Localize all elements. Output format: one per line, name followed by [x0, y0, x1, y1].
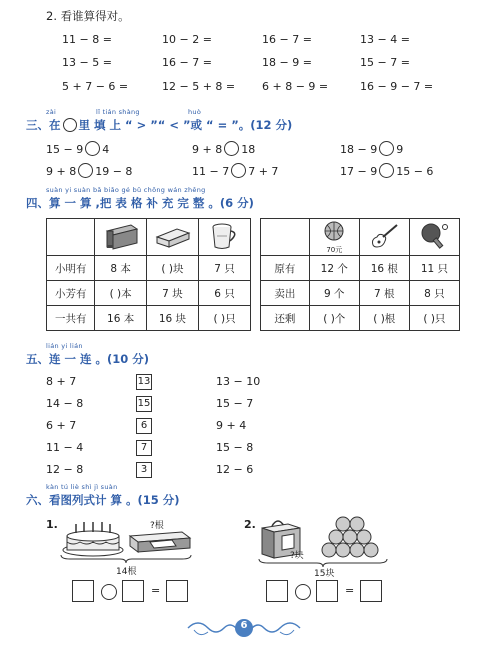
page-number: 6 — [240, 620, 248, 631]
table-cell: 9 个 — [309, 281, 359, 306]
table-cell: 16 根 — [359, 256, 409, 281]
p1-answer-box-1[interactable] — [72, 580, 94, 602]
match-left-expression[interactable]: 8 + 7 — [46, 375, 77, 388]
match-left-expression[interactable]: 6 + 7 — [46, 419, 77, 432]
q2-expression: 5 + 7 − 6 = — [62, 80, 129, 93]
match-number-box[interactable]: 3 — [136, 462, 152, 478]
left-table — [46, 218, 251, 331]
p2-equals: = — [345, 584, 355, 597]
compare-circle[interactable] — [231, 163, 246, 178]
match-left-expression[interactable]: 11 − 4 — [46, 441, 84, 454]
table-row — [261, 306, 460, 331]
p2-operator-circle[interactable] — [295, 584, 311, 600]
table-cell: 12 个 — [309, 256, 359, 281]
table-row — [47, 281, 251, 306]
p1-answer-box-2[interactable] — [122, 580, 144, 602]
table-cell[interactable]: ( )根 — [359, 306, 409, 331]
p1-answer-box-3[interactable] — [166, 580, 188, 602]
row-header: 一共有 — [47, 306, 95, 331]
eraser-icon — [146, 219, 198, 256]
compare-right: 18 — [241, 143, 256, 156]
match-right-expression[interactable]: 9 + 4 — [216, 419, 247, 432]
p2-answer-box-2[interactable] — [316, 580, 338, 602]
compare-right: 19 − 8 — [95, 165, 133, 178]
table-cell: 6 只 — [199, 281, 251, 306]
match-number-box[interactable]: 15 — [136, 396, 152, 412]
match-right-expression[interactable]: 15 − 7 — [216, 397, 254, 410]
q2-expression: 16 − 9 − 7 = — [360, 80, 434, 93]
s3-pinyin-zai: zài — [46, 108, 57, 116]
table-cell: 8 只 — [409, 281, 459, 306]
q2-expression: 6 + 8 − 9 = — [262, 80, 329, 93]
table-cell[interactable]: ( )本 — [95, 281, 146, 306]
p2-unknown: ?块 — [290, 551, 304, 561]
match-right-expression[interactable]: 12 − 6 — [216, 463, 254, 476]
compare-item — [46, 141, 109, 156]
compare-item — [192, 141, 255, 156]
compare-circle[interactable] — [85, 141, 100, 156]
table-cell: 8 本 — [95, 256, 146, 281]
table-row — [261, 281, 460, 306]
q2-expression: 16 − 7 = — [162, 56, 212, 69]
table-cell: 7 根 — [359, 281, 409, 306]
row-header: 还剩 — [261, 306, 310, 331]
s3-pinyin-li: lǐ tián shàng — [96, 108, 140, 116]
book-icon — [95, 219, 146, 256]
compare-item — [340, 163, 433, 178]
match-number-box[interactable]: 13 — [136, 374, 152, 390]
table-cell[interactable]: ( )只 — [199, 306, 251, 331]
match-number-box[interactable]: 6 — [136, 418, 152, 434]
compare-circle[interactable] — [379, 141, 394, 156]
compare-left: 17 − 9 — [340, 165, 378, 178]
p1-unknown: ?根 — [150, 521, 164, 531]
s3-title-a: 三、在 — [26, 118, 61, 132]
row-header: 小明有 — [47, 256, 95, 281]
table-row — [47, 306, 251, 331]
row-header: 卖出 — [261, 281, 310, 306]
match-right-expression[interactable]: 13 − 10 — [216, 375, 261, 388]
q2-title: 2. 看谁算得对。 — [46, 9, 130, 23]
p1-total: 14根 — [116, 567, 137, 577]
q2-expression: 13 − 4 = — [360, 33, 410, 46]
compare-left: 11 − 7 — [192, 165, 230, 178]
table-cell: 11 只 — [409, 256, 459, 281]
compare-left: 9 + 8 — [192, 143, 223, 156]
table-cell[interactable]: ( )个 — [309, 306, 359, 331]
table-cell[interactable]: ( )块 — [146, 256, 198, 281]
compare-circle[interactable] — [78, 163, 93, 178]
compare-left: 18 − 9 — [340, 143, 378, 156]
q2-expression: 18 − 9 = — [262, 56, 312, 69]
compare-circle[interactable] — [379, 163, 394, 178]
q2-expression: 16 − 7 = — [262, 33, 312, 46]
p1-brace — [60, 554, 192, 564]
right-table — [260, 218, 460, 331]
s5-title: 五、连 一 连 。(10 分) — [26, 352, 150, 366]
table-cell: 16 本 — [95, 306, 146, 331]
s4-title: 四、算 一 算 ,把 表 格 补 充 完 整 。(6 分) — [26, 196, 254, 210]
p2-answer-box-3[interactable] — [360, 580, 382, 602]
compare-right: 9 — [396, 143, 404, 156]
q2-expression: 15 − 7 = — [360, 56, 410, 69]
match-left-expression[interactable]: 12 − 8 — [46, 463, 84, 476]
p1-number: 1. — [46, 518, 58, 531]
row-header: 原有 — [261, 256, 310, 281]
table-row — [47, 256, 251, 281]
q2-expression: 12 − 5 + 8 = — [162, 80, 236, 93]
row-header: 小芳有 — [47, 281, 95, 306]
cup-icon — [199, 219, 251, 256]
match-number-box[interactable]: 7 — [136, 440, 152, 456]
p1-operator-circle[interactable] — [101, 584, 117, 600]
pingpong-paddle-icon — [409, 219, 459, 256]
basketball-icon — [309, 219, 359, 256]
compare-right: 7 + 7 — [248, 165, 279, 178]
s3-title-b: 里 填 上 “ > ”“ < ”或 “ = ”。(12 分) — [78, 118, 293, 132]
compare-item — [192, 163, 278, 178]
table-row — [261, 256, 460, 281]
match-right-expression[interactable]: 15 − 8 — [216, 441, 254, 454]
left-table-corner — [47, 219, 95, 256]
q2-expression: 10 − 2 = — [162, 33, 212, 46]
compare-left: 15 − 9 — [46, 143, 84, 156]
s6-title: 六、看图列式计 算 。(15 分) — [26, 493, 180, 507]
balls-pile-icon — [314, 516, 386, 562]
compare-circle[interactable] — [224, 141, 239, 156]
compare-right: 15 − 6 — [396, 165, 434, 178]
compare-left: 9 + 8 — [46, 165, 77, 178]
p1-equals: = — [151, 584, 161, 597]
candle-box-icon — [128, 530, 192, 554]
price-label: 70元 — [326, 245, 343, 254]
table-cell: 16 块 — [146, 306, 198, 331]
compare-item — [340, 141, 403, 156]
s3-pinyin-huo: huò — [188, 108, 202, 116]
right-table-corner — [261, 219, 310, 256]
compare-right: 4 — [102, 143, 110, 156]
s3-title — [26, 117, 292, 133]
table-cell[interactable]: ( )只 — [409, 306, 459, 331]
s6-pinyin: kàn tú liè shì jì suàn — [46, 483, 118, 491]
compare-item — [46, 163, 132, 178]
match-left-expression[interactable]: 14 − 8 — [46, 397, 84, 410]
table-cell: 7 只 — [199, 256, 251, 281]
table-cell: 7 块 — [146, 281, 198, 306]
cake-icon — [60, 520, 126, 558]
q2-expression: 13 − 5 = — [62, 56, 112, 69]
p2-answer-box-1[interactable] — [266, 580, 288, 602]
p2-number: 2. — [244, 518, 256, 531]
q2-expression: 11 − 8 = — [62, 33, 112, 46]
guitar-icon — [359, 219, 409, 256]
s5-pinyin: lián yi lián — [46, 342, 83, 350]
circle-icon — [63, 118, 77, 132]
p2-total: 15块 — [314, 569, 335, 579]
s4-pinyin: suàn yi suàn bǎ biǎo gé bǔ chōng wán zhěng — [46, 186, 206, 194]
